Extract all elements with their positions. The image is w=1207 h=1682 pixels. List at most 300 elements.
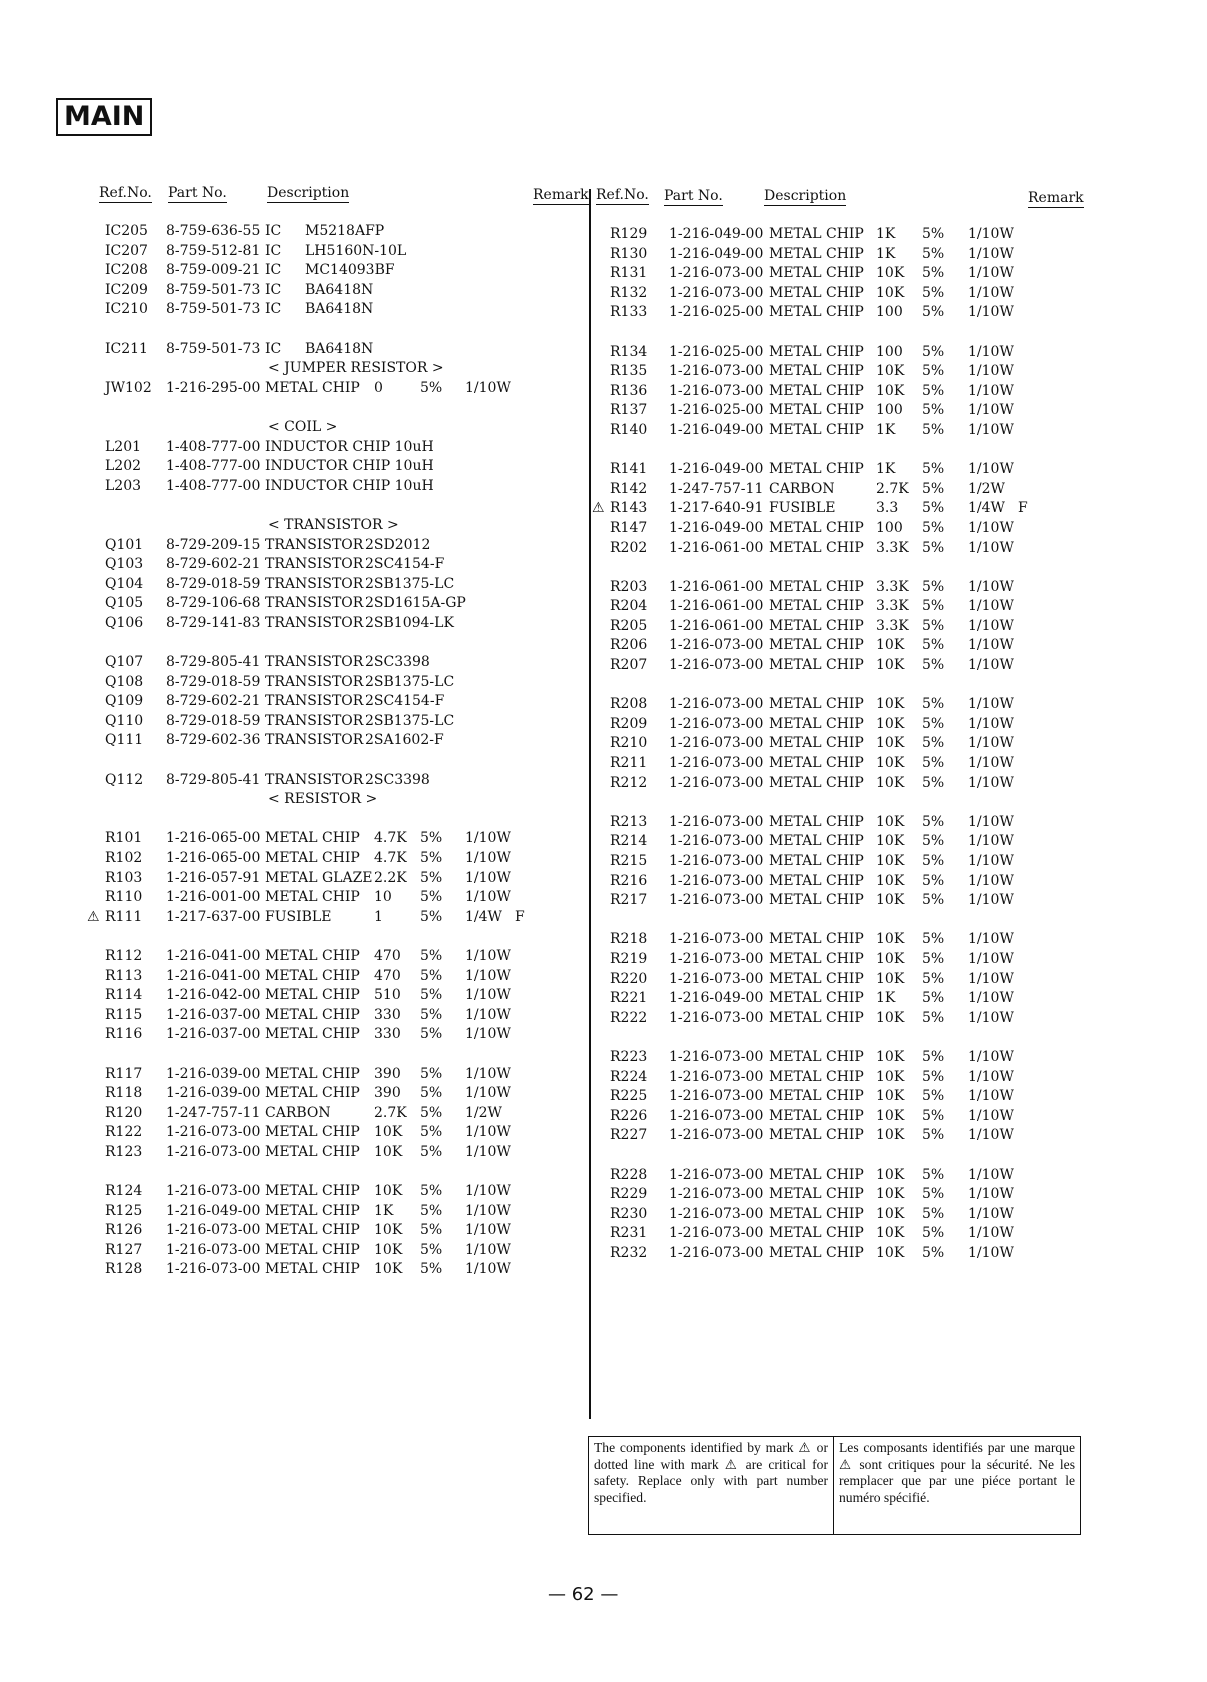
power-rating: 1/10W [465,1124,511,1141]
description: METAL CHIP [769,1068,864,1085]
part-row [90,731,530,751]
ref-no: R224 [610,1068,648,1085]
description: METAL CHIP [769,363,864,380]
part-row [596,734,1046,754]
part-row [90,261,530,281]
ref-no: L201 [105,438,142,455]
part-row [90,555,530,575]
part-no: 1-216-049-00 [669,245,764,262]
power-rating: 1/10W [968,1088,1014,1105]
part-no: 1-216-049-00 [669,461,764,478]
ref-no: Q112 [105,771,144,788]
description: FUSIBLE [769,500,836,517]
ref-no: R212 [610,774,648,791]
tolerance: 5% [420,1085,443,1102]
description: TRANSISTOR [265,654,364,671]
ref-no: IC211 [105,340,148,357]
part-row [90,300,530,320]
ref-no: R137 [610,402,648,419]
tolerance: 5% [922,755,945,772]
value: 3.3 [876,500,899,517]
part-no: 1-216-073-00 [669,774,764,791]
description: METAL CHIP [769,872,864,889]
tolerance: 5% [922,657,945,674]
part-row [90,281,530,301]
ref-no: R115 [105,1006,143,1023]
part-row [90,594,530,614]
part-no: 1-216-041-00 [166,967,261,984]
part-no: 1-216-073-00 [669,813,764,830]
description: METAL CHIP [265,379,360,396]
tolerance: 5% [420,1241,443,1258]
part-row [596,1009,1046,1029]
description: METAL CHIP [265,1261,360,1278]
parts-list-left [87,222,530,1280]
value: 2SC4154-F [365,556,445,573]
value: 10K [876,872,905,889]
power-rating: 1/10W [968,617,1014,634]
part-row [90,869,530,889]
ref-no: R123 [105,1143,143,1160]
part-row [90,1241,530,1261]
tolerance: 5% [922,461,945,478]
ref-no: Q105 [105,595,144,612]
tolerance: 5% [922,774,945,791]
description: METAL CHIP [769,1127,864,1144]
ref-no: R127 [105,1241,143,1258]
value: 10K [876,931,905,948]
ref-no: R206 [610,637,648,654]
safety-notice-french: Les composants identifiés par une marque ⚠ sont critiques pour la sécurité. Ne les remplacer que par une piéce portant le numéro spécifié. [839,1440,1075,1505]
value: BA6418N [305,301,374,318]
value: 10K [876,1009,905,1026]
ref-no: Q107 [105,654,144,671]
description: TRANSISTOR [265,712,364,729]
part-no: 1-216-073-00 [166,1143,261,1160]
section-title: MAIN [56,98,152,136]
part-no: 1-216-049-00 [669,226,764,242]
ref-no: R114 [105,987,143,1004]
tolerance: 5% [922,715,945,732]
value: 1K [876,421,896,438]
part-no: 1-216-061-00 [669,598,764,615]
ref-no: R118 [105,1085,143,1102]
value: 10 [374,889,392,906]
power-rating: 1/10W [465,1006,511,1023]
section-heading [90,790,530,810]
part-row [596,1166,1046,1186]
part-no: 1-216-073-00 [669,1127,764,1144]
description: METAL CHIP [769,657,864,674]
part-no: 1-216-073-00 [669,755,764,772]
part-no: 1-217-640-91 [669,500,764,517]
description: METAL CHIP [769,402,864,419]
part-row [596,813,1046,833]
header-part-right: Part No. [664,188,723,204]
part-no: 1-216-073-00 [669,1088,764,1105]
description: METAL CHIP [769,343,864,360]
ref-no: R226 [610,1107,648,1124]
part-no: 8-759-501-73 [166,340,261,357]
tolerance: 5% [922,402,945,419]
value: 100 [876,343,903,360]
tolerance: 5% [922,990,945,1007]
part-no: 1-216-073-00 [669,872,764,889]
description: METAL CHIP [265,967,360,984]
power-rating: 1/10W [968,1107,1014,1124]
part-row [596,970,1046,990]
value: 10K [374,1124,403,1141]
value: 10K [876,1186,905,1203]
tolerance: 5% [922,1225,945,1242]
ref-no: R125 [105,1202,143,1219]
description: METAL CHIP [265,1085,360,1102]
part-no: 1-216-001-00 [166,889,261,906]
part-no: 1-216-073-00 [669,1244,764,1261]
column-divider [589,189,591,1419]
part-row [596,636,1046,656]
part-row [90,1143,530,1163]
ref-no: R223 [610,1048,648,1065]
value: 100 [876,519,903,536]
description: METAL CHIP [265,1222,360,1239]
safety-notice [588,1436,1081,1535]
part-no: 1-216-041-00 [166,947,261,964]
header-desc-left: Description [267,185,350,201]
tolerance: 5% [922,226,945,242]
tolerance: 5% [922,1107,945,1124]
part-no: 1-216-073-00 [669,382,764,399]
part-no: 1-408-777-00 [166,438,261,455]
value: 10K [876,813,905,830]
value: 510 [374,987,401,1004]
header-remark-right: Remark [1028,190,1084,206]
description: METAL CHIP [769,1205,864,1222]
description: IC [265,242,282,259]
part-no: 1-216-295-00 [166,379,261,396]
tolerance: 5% [922,833,945,850]
part-row [90,340,530,360]
section-heading-label: < JUMPER RESISTOR > [268,360,444,377]
power-rating: 1/10W [968,774,1014,791]
part-no: 1-216-039-00 [166,1065,261,1082]
value: 2SD2012 [365,536,431,553]
description: METAL CHIP [769,970,864,987]
power-rating: 1/10W [968,990,1014,1007]
description: IC [265,340,282,357]
part-no: 1-216-073-00 [669,931,764,948]
power-rating: 1/10W [968,892,1014,909]
part-no: 1-216-073-00 [669,715,764,732]
tolerance: 5% [420,1261,443,1278]
tolerance: 5% [420,987,443,1004]
part-row [596,225,1046,245]
ref-no: R120 [105,1104,143,1121]
tolerance: 5% [420,830,443,847]
value: 10K [374,1143,403,1160]
value: 2SB1375-LC [365,575,455,592]
value: 1K [876,226,896,242]
description: METAL CHIP [769,461,864,478]
description: METAL CHIP [265,1065,360,1082]
description: METAL CHIP [769,931,864,948]
part-no: 1-216-073-00 [669,1048,764,1065]
part-row [596,715,1046,735]
value: 10K [876,1107,905,1124]
ref-no: R129 [610,226,648,242]
tolerance: 5% [922,637,945,654]
description: TRANSISTOR [265,575,364,592]
description: TRANSISTOR [265,673,364,690]
part-row [596,382,1046,402]
part-no: 1-216-073-00 [669,970,764,987]
ref-no: Q110 [105,712,144,729]
power-rating: 1/10W [968,578,1014,595]
tolerance: 5% [922,1009,945,1026]
tolerance: 5% [922,872,945,889]
page-number: — 62 — [548,1584,619,1605]
value: 10K [876,1205,905,1222]
power-rating: 1/10W [465,830,511,847]
description: TRANSISTOR [265,595,364,612]
value: 4.7K [374,830,407,847]
value: 10K [876,1088,905,1105]
ref-no: R228 [610,1166,648,1183]
ref-no: R112 [105,947,143,964]
part-no: 1-216-061-00 [669,539,764,556]
description: METAL CHIP [769,598,864,615]
tolerance: 5% [922,1088,945,1105]
power-rating: 1/10W [968,519,1014,536]
section-heading-label: < RESISTOR > [268,791,378,808]
value: 10K [876,637,905,654]
value: 1 [374,908,383,925]
power-rating: 1/10W [968,402,1014,419]
value: 10K [876,265,905,282]
ref-no: R214 [610,833,648,850]
ref-no: IC209 [105,281,148,298]
header-remark-left: Remark [533,187,589,203]
description: TRANSISTOR [265,732,364,749]
ref-no: R230 [610,1205,648,1222]
description: METAL CHIP [769,519,864,536]
header-ref-left: Ref.No. [99,185,152,201]
ref-no: R117 [105,1065,143,1082]
tolerance: 5% [922,892,945,909]
power-rating: 1/10W [968,1068,1014,1085]
part-no: 8-759-501-73 [166,301,261,318]
ref-no: R216 [610,872,648,889]
value: 10K [876,1048,905,1065]
part-no: 1-247-757-11 [166,1104,261,1121]
ref-no: R203 [610,578,648,595]
part-no: 1-216-073-00 [669,265,764,282]
ref-no: R215 [610,853,648,869]
part-row [596,519,1046,539]
tolerance: 5% [922,265,945,282]
ref-no: R143 [610,500,648,517]
ref-no: Q108 [105,673,144,690]
part-row [596,656,1046,676]
power-rating: 1/10W [465,1183,511,1200]
part-row [90,1182,530,1202]
ref-no: R140 [610,421,648,438]
tolerance: 5% [420,1006,443,1023]
tolerance: 5% [922,304,945,321]
part-row [90,1025,530,1045]
part-row [90,692,530,712]
power-rating: 1/10W [968,539,1014,556]
power-rating: 1/10W [968,931,1014,948]
part-row [90,575,530,595]
part-row [90,242,530,262]
parts-list-right [592,225,1046,1263]
description: METAL CHIP [769,1225,864,1242]
part-no: 8-729-602-21 [166,556,261,573]
description: TRANSISTOR [265,536,364,553]
power-rating: 1/10W [968,382,1014,399]
part-row [592,499,1046,519]
part-no: 8-729-018-59 [166,575,261,592]
part-row [596,264,1046,284]
value: 10K [876,1127,905,1144]
part-row [90,1221,530,1241]
ref-no: R122 [105,1124,143,1141]
value: BA6418N [305,281,374,298]
section-heading-label: < TRANSISTOR > [268,516,399,533]
part-no: 1-216-073-00 [166,1222,261,1239]
ref-no: Q104 [105,575,144,592]
part-row [90,986,530,1006]
power-rating: 1/10W [968,284,1014,301]
ref-no: R135 [610,363,648,380]
part-row [596,421,1046,441]
tolerance: 5% [420,1222,443,1239]
ref-no: R232 [610,1244,648,1261]
ref-no: R131 [610,265,648,282]
part-no: 1-216-073-00 [669,284,764,301]
value: 1K [876,245,896,262]
part-no: 8-729-018-59 [166,712,261,729]
description: METAL CHIP [769,304,864,321]
part-row [596,597,1046,617]
part-row [596,695,1046,715]
power-rating: 1/10W [968,715,1014,732]
part-row [596,245,1046,265]
value: 2SC3398 [365,654,430,671]
part-no: 8-759-636-55 [166,223,261,239]
ref-no: R209 [610,715,648,732]
ref-no: R128 [105,1261,143,1278]
part-row [596,1126,1046,1146]
description: TRANSISTOR [265,556,364,573]
power-rating: 1/10W [968,637,1014,654]
part-no: 1-216-049-00 [669,519,764,536]
power-rating: 1/10W [465,987,511,1004]
description: METAL GLAZE [265,869,373,886]
part-row [90,1123,530,1143]
section-heading [90,418,530,438]
power-rating: 1/10W [968,343,1014,360]
power-rating: 1/4W [465,908,502,925]
ref-no: R110 [105,889,143,906]
part-no: 1-216-073-00 [166,1183,261,1200]
value: 10K [876,715,905,732]
value: 1K [374,1202,394,1219]
ref-no: R217 [610,892,648,909]
description: TRANSISTOR [265,614,364,631]
part-no: 1-247-757-11 [669,480,764,497]
part-row [596,1224,1046,1244]
description: INDUCTOR CHIP 10uH [265,438,434,455]
part-no: 1-216-061-00 [669,578,764,595]
ref-no: R141 [610,461,648,478]
power-rating: 1/10W [465,850,511,866]
power-rating: 1/10W [968,735,1014,752]
tolerance: 5% [922,598,945,615]
ref-no: L202 [105,458,142,475]
tolerance: 5% [420,1065,443,1082]
part-no: 1-216-073-00 [669,696,764,713]
tolerance: 5% [922,500,945,517]
tolerance: 5% [922,539,945,556]
tolerance: 5% [922,617,945,634]
ref-no: R229 [610,1186,648,1203]
part-row [596,891,1046,911]
description: IC [265,223,282,239]
ref-no: R213 [610,813,648,830]
part-no: 1-216-073-00 [669,1205,764,1222]
ref-no: R130 [610,245,648,262]
value: 2.7K [876,480,909,497]
value: 2SB1375-LC [365,712,455,729]
value: 1K [876,990,896,1007]
part-row [90,477,530,497]
ref-no: R220 [610,970,648,987]
part-no: 8-729-602-36 [166,732,261,749]
value: 10K [876,774,905,791]
power-rating: 1/10W [968,598,1014,615]
tolerance: 5% [922,970,945,987]
power-rating: 1/10W [968,265,1014,282]
ref-no: R202 [610,539,648,556]
part-row [596,401,1046,421]
tolerance: 5% [922,950,945,967]
value: 10K [876,833,905,850]
part-no: 8-729-602-21 [166,693,261,710]
power-rating: 1/10W [465,889,511,906]
part-row [90,614,530,634]
part-no: 1-216-073-00 [669,1225,764,1242]
value: 390 [374,1085,401,1102]
description: METAL CHIP [769,950,864,967]
description: TRANSISTOR [265,771,364,788]
part-no: 1-216-073-00 [166,1261,261,1278]
description: METAL CHIP [265,1026,360,1043]
description: TRANSISTOR [265,693,364,710]
ref-no: IC208 [105,262,148,279]
ref-no: R227 [610,1127,648,1144]
description: METAL CHIP [769,226,864,242]
part-no: 1-408-777-00 [166,458,261,475]
description: METAL CHIP [769,382,864,399]
ref-no: Q101 [105,536,144,553]
power-rating: 1/10W [968,1166,1014,1183]
power-rating: 1/10W [968,833,1014,850]
power-rating: 1/10W [465,967,511,984]
power-rating: 1/10W [968,755,1014,772]
part-row [596,303,1046,323]
